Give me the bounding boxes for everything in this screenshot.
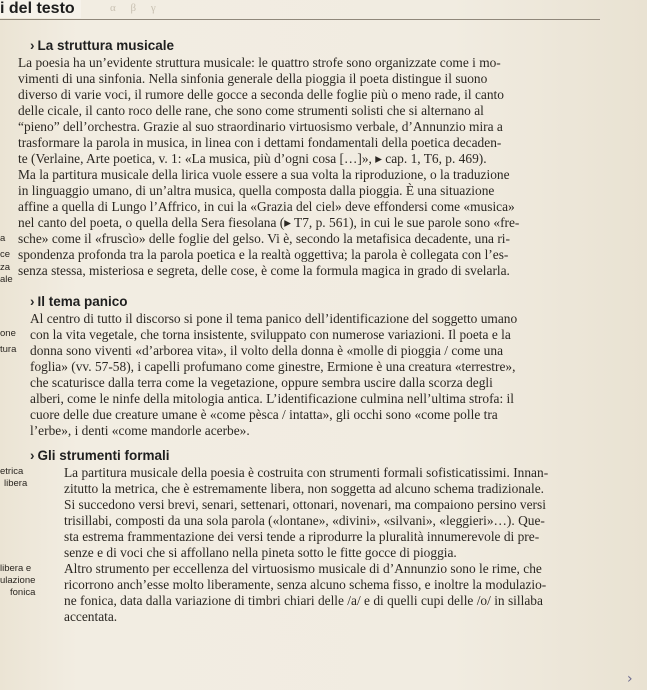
section-title-struttura: › La struttura musicale: [30, 38, 175, 53]
chevron-right-icon: ›: [30, 448, 35, 463]
chevron-right-icon: ›: [30, 38, 35, 53]
margin-note: fonica: [10, 587, 36, 598]
paragraph-line: trasformare la parola in musica, in linea con i dettami fondamentali della poetica decaden-: [18, 135, 502, 150]
paragraph-line: ne fonica, data dalla variazione di timbri chiari delle /a/ e di quelli cupi delle /o/ in sillaba: [64, 593, 543, 608]
paragraph-line: l’erbe», i denti «come mandorle acerbe».: [30, 423, 250, 438]
paragraph-line: Altro strumento per eccellenza del virtuosismo musicale di d’Annunzio sono le rime, che: [64, 561, 542, 576]
margin-note: etrica: [0, 466, 24, 477]
paragraph-line: La poesia ha un’evidente struttura musicale: le quattro strofe sono organizzate come i mo-: [18, 55, 501, 70]
paragraph-line: Si succedono versi brevi, senari, settenari, ottonari, novenari, ma compaiono persino versi: [64, 497, 546, 512]
paragraph-line: sche» come il «fruscìo» delle foglie del gelso. Vi è, secondo la metafisica decadente, una ri-: [18, 231, 510, 246]
margin-note: ulazione: [0, 575, 36, 586]
paragraph-line: alberi, come le ninfe della mitologia antica. L’identificazione culmina nell’ultima strofa: il: [30, 391, 514, 406]
paragraph-line: vimenti di una sinfonia. Nella sinfonia generale della pioggia il poeta distingue il suono: [18, 71, 488, 86]
header-decoration: α β γ: [110, 2, 162, 14]
paragraph-line: diverso di varie voci, il rumore delle gocce a seconda delle foglie più o meno rade, il canto: [18, 87, 504, 102]
paragraph-line: sta estrema frammentazione dei versi tende a riprodurre la pluralità innumerevole di pre-: [64, 529, 540, 544]
paragraph-line: senze e di voci che si affollano nella pineta sotto le fitte gocce di pioggia.: [64, 545, 457, 560]
section-title-strumenti-formali: › Gli strumenti formali: [30, 448, 170, 463]
paragraph-line: ricorrono anch’esse molto liberamente, senza alcuno schema fisso, e inoltre la modulazio-: [64, 577, 547, 592]
paragraph-line: accentata.: [64, 609, 118, 624]
paragraph-line: Al centro di tutto il discorso si pone il tema panico dell’identificazione del soggetto umano: [30, 311, 518, 326]
margin-note: ce: [0, 249, 11, 260]
paragraph-line: affine a quella di Lungo l’Affrico, in cui la «Grazia del ciel» deve effondersi come «musica»: [18, 199, 515, 214]
header-rule: [0, 19, 600, 20]
paragraph-line: in linguaggio umano, di un’altra musica, quella composta dalla pioggia. È una situazione: [18, 183, 495, 198]
paragraph-line: delle cicale, il canto roco delle rane, che sono come strumenti solisti che si alternano al: [18, 103, 484, 118]
paragraph-line: con la vita vegetale, che torna insistente, sviluppato con numerose variazioni. Il poeta e la: [30, 327, 511, 342]
chevron-right-icon[interactable]: ›: [627, 671, 633, 687]
paragraph-line: te (Verlaine, Arte poetica, v. 1: «La musica, più d’ogni cosa […]», ▸ cap. 1, T6, p. 469).: [18, 151, 487, 166]
margin-note: ale: [0, 274, 13, 285]
paragraph-line: senza stessa, misteriosa e segreta, delle cose, è come la formula magica in grado di svelarla.: [18, 263, 510, 278]
chevron-right-icon: ›: [30, 294, 35, 309]
margin-note: tura: [0, 344, 17, 355]
paragraph-line: spondenza profonda tra la parola poetica e la realtà oggettiva; la parola è collegata con l’es-: [18, 247, 509, 262]
header-tab: i del testo: [0, 0, 81, 18]
margin-note: libera: [4, 478, 28, 489]
paragraph-line: cuore delle due creature umane è «come pèsca / intatta», gli occhi sono «come polle tra: [30, 407, 498, 422]
paragraph-line: zitutto la metrica, che è estremamente libera, non soggetta ad alcuno schema tradizionale.: [64, 481, 544, 496]
margin-note: libera e: [0, 563, 32, 574]
paragraph-line: trisillabi, composti da una sola parola («lontane», «divini», «silvani», «leggieri»…). Que-: [64, 513, 545, 528]
margin-note: a: [0, 233, 6, 244]
page-header: [0, 0, 647, 22]
paragraph-line: La partitura musicale della poesia è costruita con strumenti formali sofisticatissimi. Innan-: [64, 465, 549, 480]
paragraph-line: nel canto del poeta, o quella della Sera fiesolana (▸ T7, p. 561), in cui le sue parole sono «fre-: [18, 215, 520, 230]
margin-note: one: [0, 328, 16, 339]
paragraph-line: Ma la partitura musicale della lirica vuole essere a sua volta la riproduzione, o la traduzione: [18, 167, 510, 182]
paragraph-line: che scaturisce dalla terra come la vegetazione, oppure sembra uscire dalla scorza degli: [30, 375, 493, 390]
section-title-tema-panico: › Il tema panico: [30, 294, 128, 309]
paragraph-line: “pieno” dell’orchestra. Grazie al suo straordinario virtuosismo verbale, d’Annunzio mira a: [18, 119, 503, 134]
paragraph-line: donna sono viventi «d’arborea vita», il volto della donna è «molle di pioggia / come una: [30, 343, 504, 358]
paragraph-line: foglia» (vv. 57-58), i capelli profumano come ginestre, Ermione è una creatura «terrestre»,: [30, 359, 516, 374]
margin-note: za: [0, 262, 11, 273]
